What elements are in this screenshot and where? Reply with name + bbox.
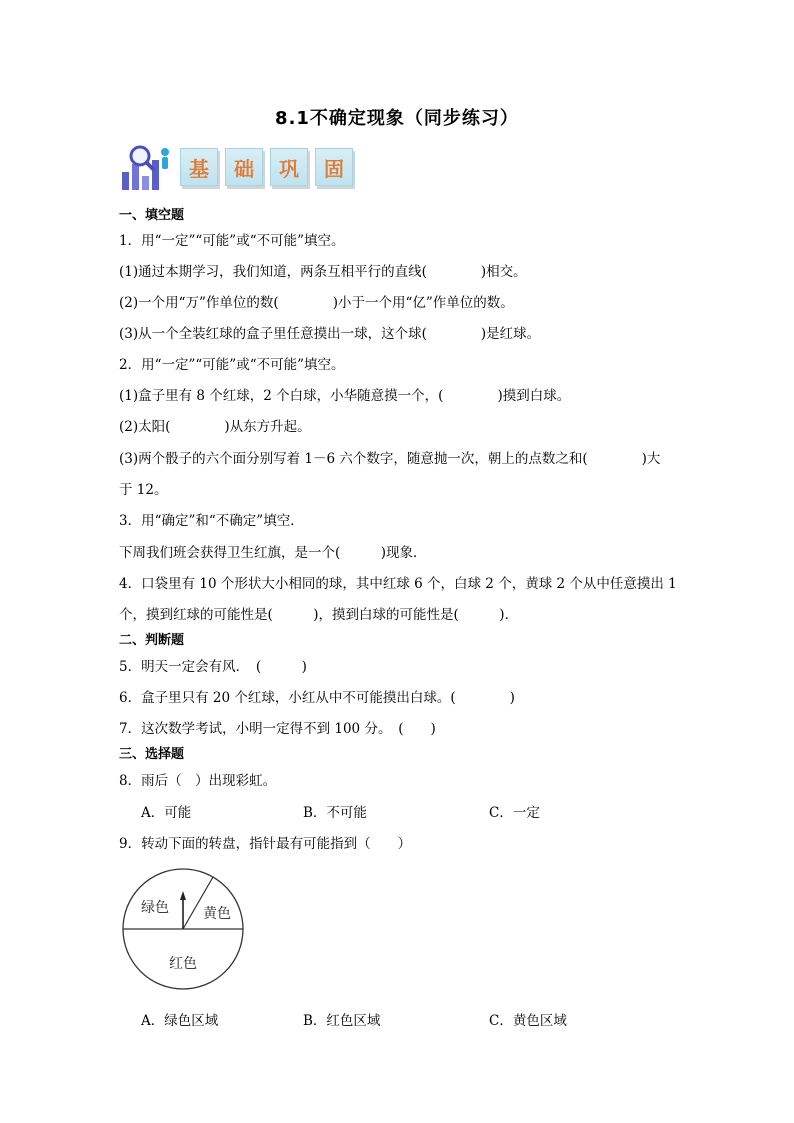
spinner-label-yellow: 黄色 [203, 906, 231, 922]
question-4: 4．口袋里有 10 个形状大小相同的球，其中红球 6 个，白球 2 个，黄球 2 个从中任意摸出 1 [119, 576, 677, 592]
question-2-part-3: (3)两个骰子的六个面分别写着 1－6 六个数字，随意抛一次，朝上的点数之和( )大 [119, 451, 661, 467]
question-1-part-2: (2)一个用“万”作单位的数( )小于一个用“亿”作单位的数。 [119, 295, 514, 311]
question-3-part-1: 下周我们班会获得卫生红旗，是一个( )现象． [119, 545, 427, 561]
question-2-part-1: (1)盒子里有 8 个红球，2 个白球，小华随意摸一个，( )摸到白球。 [119, 388, 571, 404]
q8-option-b: B．不可能 [303, 805, 367, 821]
section-heading-judge: 二、判断题 [119, 633, 185, 648]
question-2: 2．用“一定”“可能”或“不可能”填空。 [119, 357, 345, 373]
question-5: 5．明天一定会有风． ( ) [119, 659, 307, 675]
page-title: 8.1不确定现象（同步练习） [275, 108, 519, 129]
q8-option-c: C．一定 [489, 805, 540, 821]
magnifier-chart-icon [118, 142, 176, 194]
q9-option-c: C．黄色区域 [489, 1013, 567, 1029]
section-heading-fill: 一、填空题 [119, 208, 185, 223]
section-heading-choice: 三、选择题 [119, 747, 185, 762]
banner-tile: 巩 [270, 148, 308, 186]
section-banner [118, 142, 378, 194]
q8-option-a: A．可能 [141, 805, 192, 821]
question-4-continued: 个，摸到红球的可能性是( )，摸到白球的可能性是( )． [119, 607, 519, 623]
banner-tiles [180, 148, 353, 188]
spinner-label-green: 绿色 [141, 900, 169, 916]
question-1-part-1: (1)通过本期学习，我们知道，两条互相平行的直线( )相交。 [119, 264, 527, 280]
q9-option-b: B．红色区域 [303, 1013, 381, 1029]
question-2-part-2: (2)太阳( )从东方升起。 [119, 419, 311, 435]
question-1: 1．用“一定”“可能”或“不可能”填空。 [119, 233, 345, 249]
question-8: 8．雨后（ ）出现彩虹。 [119, 773, 277, 789]
question-9: 9．转动下面的转盘，指针最有可能指到（ ） [119, 836, 412, 852]
banner-tile: 固 [315, 148, 353, 186]
question-3: 3．用“确定”和“不确定”填空． [119, 513, 304, 529]
q9-option-a: A．绿色区域 [141, 1013, 219, 1029]
spinner-wheel [121, 867, 245, 991]
question-6: 6．盒子里只有 20 个红球，小红从中不可能摸出白球。( ) [119, 690, 515, 706]
question-2-part-3-continued: 于 12。 [119, 482, 168, 498]
question-1-part-3: (3)从一个全装红球的盒子里任意摸出一球，这个球( )是红球。 [119, 326, 541, 342]
question-7: 7．这次数学考试，小明一定得不到 100 分。 ( ) [119, 721, 436, 737]
spinner-label-red: 红色 [169, 956, 197, 972]
banner-tile: 础 [225, 148, 263, 186]
banner-tile: 基 [180, 148, 218, 186]
